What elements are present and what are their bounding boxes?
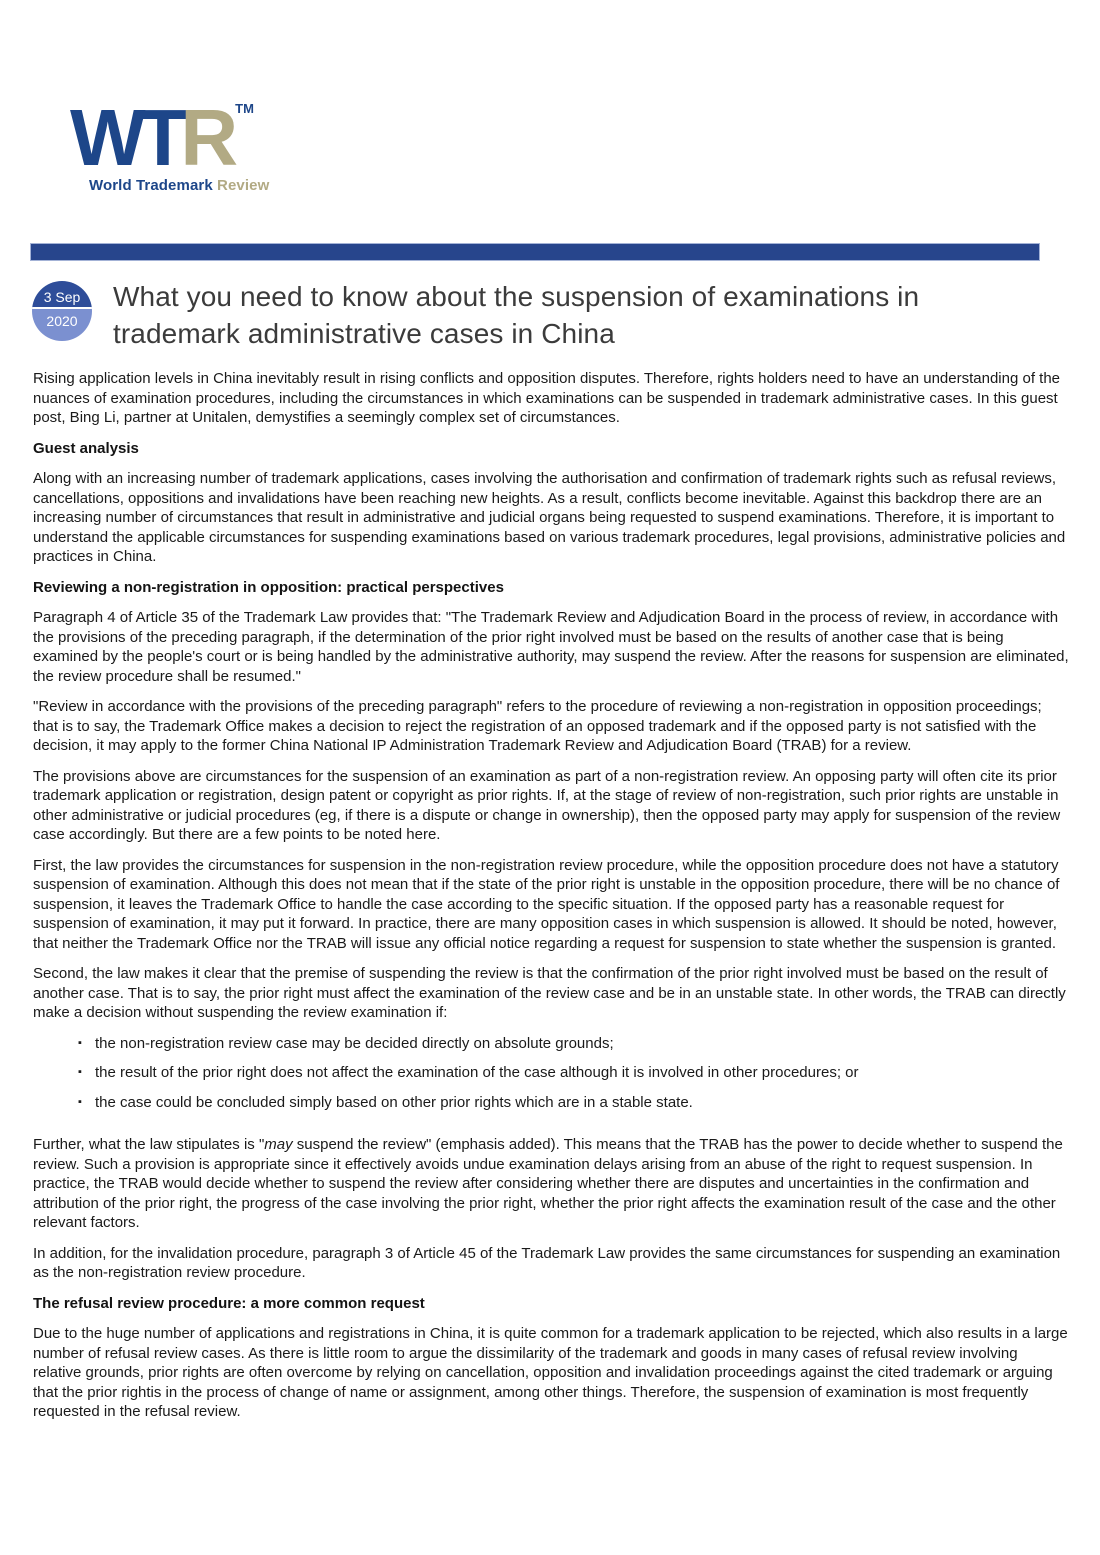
wtr-logo[interactable] [70,93,270,194]
heading-guest-analysis: Guest analysis [33,439,139,457]
article-body [33,369,1069,1433]
page-title: What you need to know about the suspension of examinations in trademark administrative cases in China [113,281,920,349]
section-divider-bar [30,243,1040,261]
paragraph-article-35: Paragraph 4 of Article 35 of the Trademark Law provides that: "The Trademark Review and Adjudication Board in the process of review, in accordance with the provisions of the preceding paragraph, if the determination of the prior right involved must be based on the results of another case that is being examined by the people's court or is being handled by the administrative authority, may suspend the review. After the reasons for suspension are eliminated, the review procedure shall be resumed." [33,609,1069,685]
wtr-logo-letters-blue: WT [70,93,181,182]
further-emphasis: may [264,1136,293,1153]
paragraph-first-point: First, the law provides the circumstances for suspension in the non-registration review procedure, while the opposition procedure does not have a statutory suspension of examination. Although this does not mean that if the state of the prior right is unstable in the opposition procedure, there will be no chance of suspension, it leaves the Trademark Office to handle the case according to the specific situation. If the opposed party has a reasonable request for suspension of examination, it may put it forward. In practice, there are many opposition cases in which suspension is allowed. It should be noted, however, that neither the Trademark Office nor the TRAB will issue any official notice regarding a request for suspension to state whether the suspension is granted. [33,856,1060,952]
wtr-logo-letter-tan: R [180,93,232,182]
date-day-month: 3 Sep [32,281,92,307]
list-item-stable-state: ▪ the case could be concluded simply based on other prior rights which are in a stable state. [78,1093,1069,1113]
article-header [32,278,1077,352]
paragraph-review-accordance: "Review in accordance with the provisions of the preceding paragraph" refers to the procedure of reviewing a non-registration in opposition proceedings; that is to say, the Trademark Office makes a decision to reject the registration of an opposed trademark and if the opposed party is not satisfied with the decision, it may apply to the former China National IP Administration Trademark Review and Adjudication Board (TRAB) for a review. [33,698,1042,754]
paragraph-intro: Rising application levels in China inevitably result in rising conflicts and opposition disputes. Therefore, rights holders need to have an understanding of the nuances of examination procedures, including the circumstances in which examinations can be suspended in trademark administrative cases. In this guest post, Bing Li, partner at Unitalen, demystifies a seemingly complex set of circumstances. [33,370,1061,426]
further-post: suspend the review" (emphasis added). This means that the TRAB has the power to decide whether to suspend the review. Such a provision is appropriate since it effectively avoids undue examination delays arising from an abuse of the right to request suspension. In practice, the TRAB would decide whether to suspend the review after considering whether there are disputes and uncertainties in the confirmation and attribution of the prior right, the progress of the case involving the prior right, whether the prior right affects the examination result of the case and the other relevant factors. [33,1136,1063,1231]
list-item-result-not-affect: ▪ the result of the prior right does not affect the examination of the case although it is involved in other procedures; or [78,1063,1069,1083]
date-badge [32,281,92,341]
paragraph-provisions-above: The provisions above are circumstances for the suspension of an examination as part of a non-registration review. An opposing party will often cite its prior trademark application or registration, design patent or copyright as prior rights. If, at the stage of review of non-registration, such prior rights are unstable in other administrative or judicial procedures (eg, if there is a dispute or change in ownership), then the opposed party may apply for suspension of the review case accordingly. But there are a few points to be noted here. [33,767,1061,843]
paragraph-in-addition: In addition, for the invalidation procedure, paragraph 3 of Article 45 of the Trademark Law provides the same circumstances for suspending an examination as the non-registration review procedure. [33,1244,1061,1281]
paragraph-due-to: Due to the huge number of applications and registrations in China, it is quite common for a trademark application to be rejected, which also results in a large number of refusal review cases. As there is little room to argue the dissimilarity of the trademark and goods in many cases of refusal review involving relative grounds, prior rights are often overcome by relying on cancellation, opposition and invalidation proceedings against the cited trademark or arguing that the prior rightis in the process of change of name or assignment, among other things. Therefore, the suspension of examination is most frequently requested in the refusal review. [33,1325,1068,1420]
paragraph-second-point: Second, the law makes it clear that the premise of suspending the review is that the confirmation of the prior right involved must be based on the result of another case. That is to say, the prior right must affect the examination of the review case and be in an unstable state. In other words, the TRAB can directly make a decision without suspending the review examination if: [33,965,1066,1021]
paragraph-further [33,1135,1069,1233]
wtr-logo-tagline [89,176,270,194]
conditions-list [33,1034,1069,1113]
paragraph-along-with: Along with an increasing number of trademark applications, cases involving the authorisation and confirmation of trademark rights such as refusal reviews, cancellations, oppositions and invalidations have been reaching new heights. As a result, conflicts become inevitable. Against this backdrop there are an increasing number of circumstances that result in administrative and judicial organs being requested to suspend examinations. Therefore, it is important to understand the applicable circumstances for suspending examinations based on various trademark procedures, legal provisions, administrative policies and practices in China. [33,470,1066,565]
heading-reviewing-non-registration: Reviewing a non-registration in opposition: practical perspectives [33,578,504,596]
list-item-absolute-grounds: ▪ the non-registration review case may be decided directly on absolute grounds; [78,1034,1069,1054]
tagline-review: Review [217,176,270,194]
further-pre: Further, what the law stipulates is " [33,1136,265,1153]
date-year: 2020 [32,307,92,341]
tagline-world-trademark: World Trademark [89,176,213,194]
wtr-logo-acronym [70,93,254,182]
heading-refusal-review: The refusal review procedure: a more common request [33,1294,425,1312]
trademark-symbol: TM [235,101,254,116]
